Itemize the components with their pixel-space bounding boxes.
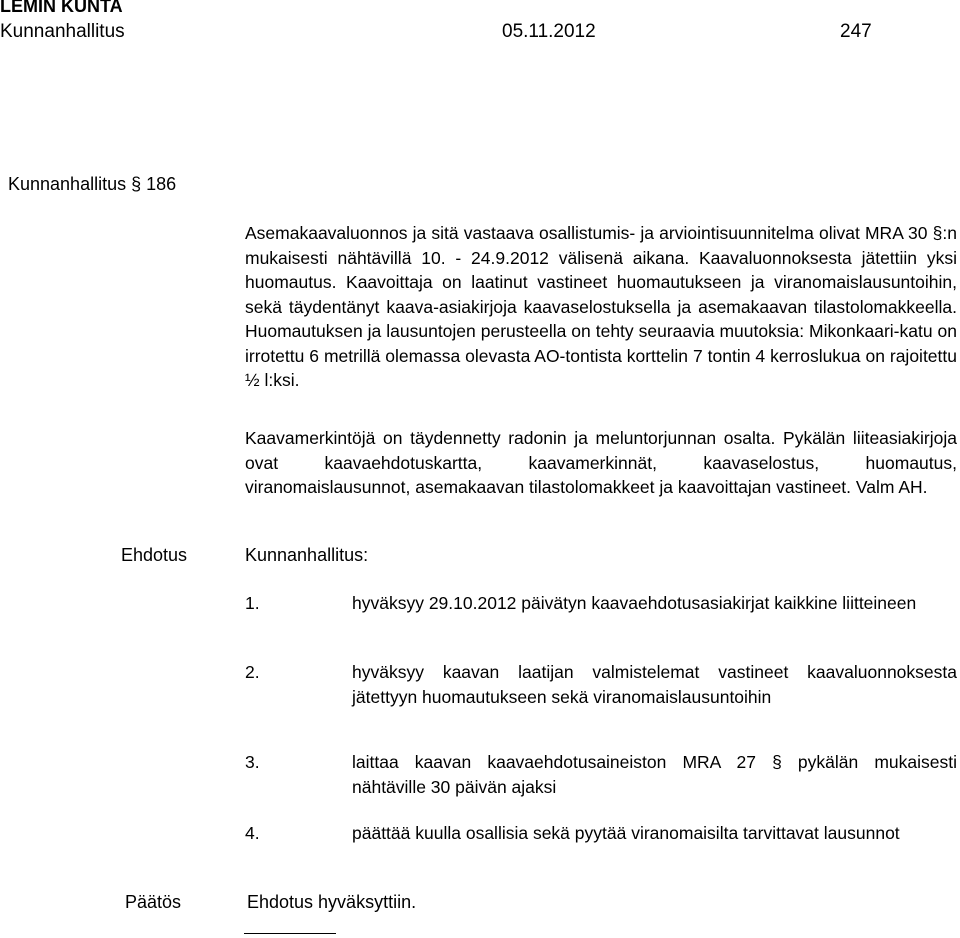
meeting-date: 05.11.2012 bbox=[502, 21, 596, 42]
list-item-text: hyväksyy kaavan laatijan valmistelemat vastineet kaavaluonnoksesta jätettyyn huomautukseen sekä viranomaislausuntoihin bbox=[352, 662, 957, 707]
decision-label: Päätös bbox=[125, 892, 182, 912]
decision-text: Ehdotus hyväksyttiin. bbox=[247, 892, 417, 912]
list-item-number: 2. bbox=[245, 662, 260, 682]
list-item-text: päättää kuulla osallisia sekä pyytää viranomaisilta tarvittavat lausunnot bbox=[352, 823, 900, 843]
list-item-text: laittaa kaavan kaavaehdotusaineiston MRA 27 § pykälän mukaisesti nähtäville 30 päivän ajaksi bbox=[352, 752, 957, 797]
page-number: 247 bbox=[840, 21, 872, 42]
proposal-lead: Kunnanhallitus: bbox=[245, 545, 369, 565]
list-item-text: hyväksyy 29.10.2012 päivätyn kaavaehdotusasiakirjat kaikkine liitteineen bbox=[352, 593, 917, 613]
proposal-label: Ehdotus bbox=[121, 545, 188, 565]
list-item-number: 3. bbox=[245, 752, 260, 772]
signature-rule bbox=[244, 933, 336, 934]
list-item-number: 4. bbox=[245, 823, 260, 843]
meeting-body: Kunnanhallitus bbox=[0, 21, 125, 42]
organization-name: LEMIN KUNTA bbox=[0, 0, 123, 16]
list-item-number: 1. bbox=[245, 593, 260, 613]
intro-paragraph: Asemakaavaluonnos ja sitä vastaava osallistumis- ja arviointisuunnitelma olivat MRA 30 §:n mukaisesti nähtävillä 10. - 24.9.2012 välisenä aikana. Kaavaluonnoksesta jätettiin yksi huomautus. Kaavoittaja on laatinut vastineet huomautukseen ja viranomaislausuntoihin, sekä täydentänyt kaava-asiakirjoja kaavaselostuksella ja asemakaavan tilastolomakkeella. Huomautuksen ja lausuntojen perusteella on tehty seuraavia muutoksia: Mikonkaari-katu on irrotettu 6 metrillä olemassa olevasta AO-tontista korttelin 7 tontin 4 kerroslukua on rajoitettu ½ l:ksi. bbox=[245, 223, 957, 390]
section-reference: Kunnanhallitus § 186 bbox=[8, 174, 177, 194]
attachments-paragraph: Kaavamerkintöjä on täydennetty radonin ja meluntorjunnan osalta. Pykälän liiteasiakirjoja ovat kaavaehdotuskartta, kaavamerkinnät, kaavaselostus, huomautus, viranomaislausunnot, asemakaavan tilastolomakkeet ja kaavoittajan vastineet. Valm AH. bbox=[245, 428, 957, 497]
